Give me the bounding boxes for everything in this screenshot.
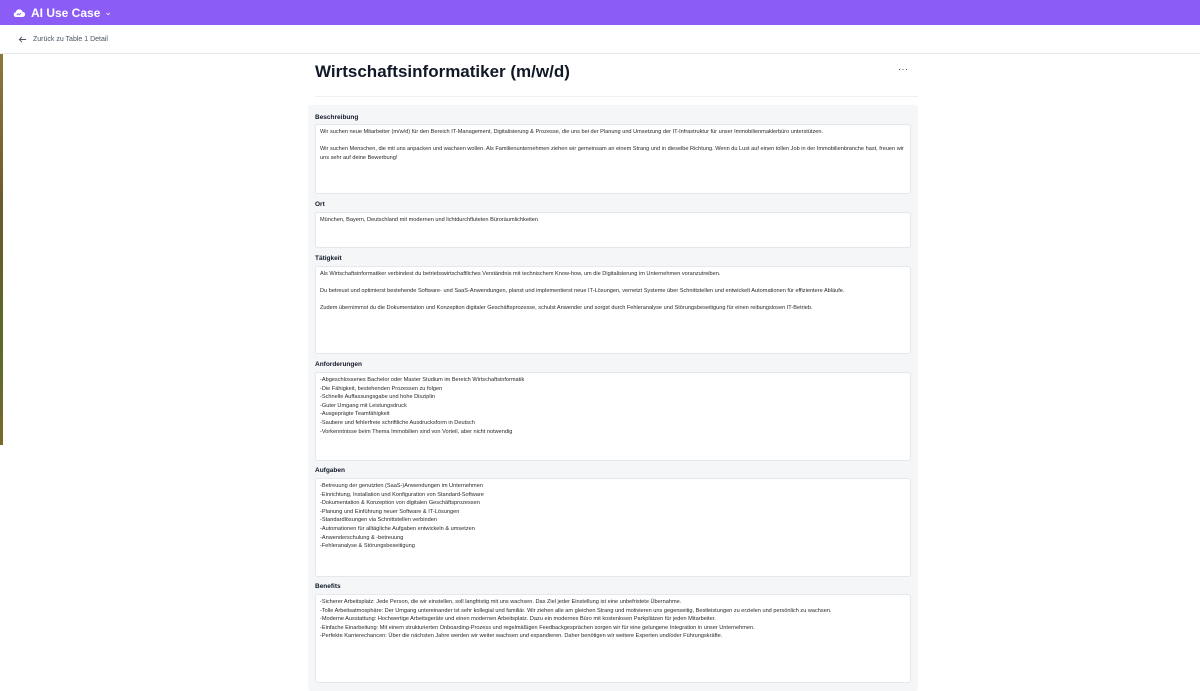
aufgaben-label: Aufgaben — [315, 467, 345, 474]
page-title: Wirtschaftsinformatiker (m/w/d) — [315, 62, 570, 81]
cloud-logo-icon[interactable] — [12, 6, 26, 20]
taetigkeit-label: Tätigkeit — [315, 255, 342, 262]
back-link[interactable] — [18, 35, 108, 44]
ort-label: Ort — [315, 201, 325, 208]
anforderungen-field[interactable]: -Abgeschlossenes Bachelor oder Master Studium im Bereich Wirtschaftsinformatik -Die Fähigkeit, bestehenden Prozessen zu folgen -Schnelle Auffassungsgabe und hohe Disziplin -Guter Umgang mit Leistungsdruck -Ausgeprägte Teamfähigkeit -Saubere und fehlerfreie schriftliche Ausdrucksform in Deutsch -Vorkenntnisse beim Thema Immobilien sind von Vorteil, aber nicht notwendig — [315, 372, 911, 461]
title-divider — [315, 96, 918, 97]
beschreibung-label: Beschreibung — [315, 114, 359, 121]
benefits-field[interactable]: -Sicherer Arbeitsplatz: Jede Person, die wir einstellen, soll langfristig mit uns wachsen. Das Ziel jeder Einstellung ist eine unbefristete Übernahme. -Tolle Arbeitsatmosphäre: Der Umgang untereinander ist sehr kollegial und familiär. Wir ziehen alle am gleichen Strang und motivieren uns gegenseitig, Bestleistungen zu erzielen und persönlich zu wachsen. -Moderne Ausstattung: Hochwertige Arbeitsgeräte und einen modernen Arbeitsplatz. Dazu ein modernes Büro mit kostenlosen Parkplätzen für jeden Mitarbeiter. -Einfache Einarbeitung: Mit einem strukturierten Onboarding-Prozess und regelmäßigen Feedbackgesprächen sorgen wir für eine gelungene Integration in unser Unternehmen. -Perfekte Karrierechancen: Über die nächsten Jahre werden wir weiter wachsen und expandieren. Daher benötigen wir weitere Experten und/oder Führungskräfte. — [315, 594, 911, 683]
navigation-bar — [0, 25, 1200, 54]
aufgaben-field[interactable]: -Betreuung der genutzten (SaaS-)Anwendungen im Unternehmen -Einrichtung, Installation und Konfiguration von Standard-Software -Dokumentation & Konzeption von digitalen Geschäftsprozessen -Planung und Einführung neuer Software & IT-Lösungen -Standardlösungen via Schnittstellen verbinden -Automationen für alltägliche Aufgaben entwickeln & umsetzen -Anwenderschulung & -betreuung -Fehleranalyse & Störungsbeseitigung — [315, 478, 911, 577]
anforderungen-label: Anforderungen — [315, 361, 362, 368]
chevron-down-icon[interactable]: ⌄ — [104, 7, 112, 17]
arrow-left-icon — [18, 35, 27, 44]
benefits-label: Benefits — [315, 583, 341, 590]
beschreibung-field[interactable]: Wir suchen neue Mitarbeiter (m/w/d) für den Bereich IT-Management, Digitalisierung & Prozesse, die uns bei der Planung und Umsetzung der IT-Infrastruktur für unser Immobilienmaklerbüro unterstützen. Wir suchen Menschen, die mit uns anpacken und wachsen wollen. Als Familienunternehmen ziehen wir gemeinsam an einem Strang und in dieselbe Richtung. Wenn du Lust auf einen tollen Job in der Immobilienbranche hast, freuen wir uns sehr auf deine Bewerbung! — [315, 124, 911, 194]
app-title[interactable]: AI Use Case — [31, 5, 101, 20]
more-options-button[interactable]: ··· — [898, 64, 909, 74]
taetigkeit-field[interactable]: Als Wirtschaftsinformatiker verbindest du betriebswirtschaftliches Verständnis mit technischem Know-how, um die Digitalisierung im Unternehmen voranzutreiben. Du betreust und optimierst bestehende Software- und SaaS-Anwendungen, planst und implementierst neue IT-Lösungen, vernetzt Systeme über Schnittstellen und entwickelt Automationen für effizientere Abläufe. Zudem übernimmst du die Dokumentation und Konzeption digitaler Geschäftsprozesse, schulst Anwender und sorgst durch Fehleranalyse und Störungsbeseitigung für einen reibungslosen IT-Betrieb. — [315, 266, 911, 354]
top-app-bar — [0, 0, 1200, 25]
ort-field[interactable]: München, Bayern, Deutschland mit modernen und lichtdurchfluteten Büroräumlichkeiten — [315, 212, 911, 248]
back-link-label[interactable]: Zurück zu Table 1 Detail — [33, 35, 108, 43]
left-edge-strip — [0, 53, 3, 445]
